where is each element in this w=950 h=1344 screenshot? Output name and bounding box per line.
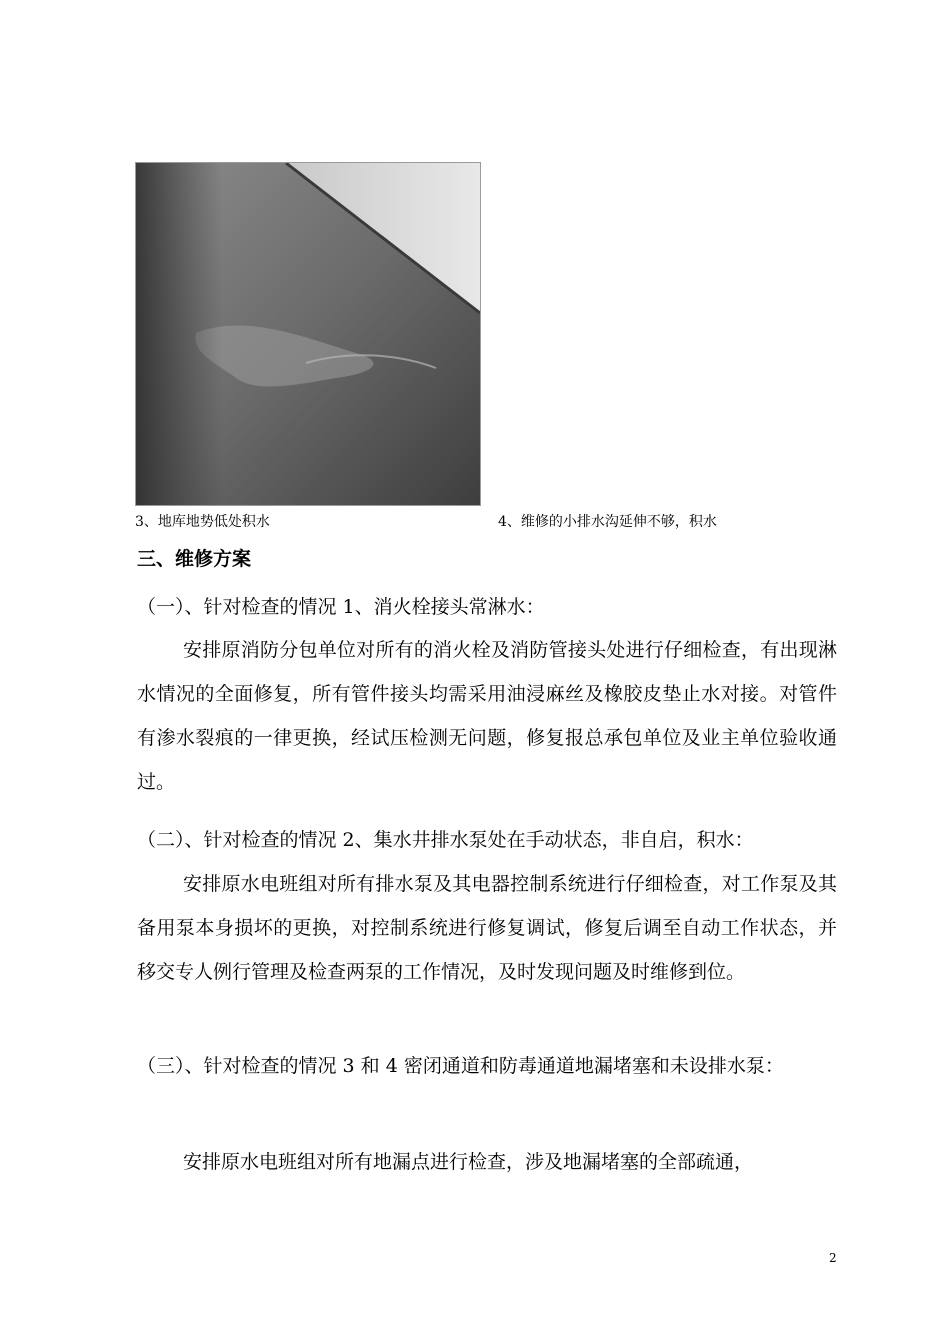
section-title: 三、维修方案 — [137, 548, 252, 570]
item-3-body: 安排原水电班组对所有地漏点进行检查，涉及地漏堵塞的全部疏通， — [183, 1151, 754, 1173]
item-3-heading: （三）、针对检查的情况 3 和 4 密闭通道和防毒通道地漏堵塞和未设排水泵： — [137, 1055, 784, 1077]
page-number: 2 — [829, 1251, 837, 1265]
photo-caption-3: 3、地库地势低处积水 — [135, 514, 270, 530]
item-2-heading: （二）、针对检查的情况 2、集水井排水泵处在手动状态，非自启，积水： — [137, 829, 754, 851]
item-1-heading: （一）、针对检查的情况 1、消火栓接头常淋水： — [137, 596, 545, 618]
item-2-body: 安排原水电班组对所有排水泵及其电器控制系统进行仔细检查，对工作泵及其备用泵本身损坏的更换，对控制系统进行修复调试，修复后调至自动工作状态，并移交专人例行管理及检查两泵的工作情况，及时发现问题及时维修到位。 — [137, 873, 837, 983]
photo-drawing — [136, 163, 480, 505]
floor-water-photo — [135, 162, 481, 506]
photo-caption-4: 4、维修的小排水沟延伸不够，积水 — [498, 514, 717, 530]
item-1-body: 安排原消防分包单位对所有的消火栓及消防管接头处进行仔细检查，有出现淋水情况的全面修复，所有管件接头均需采用油浸麻丝及橡胶皮垫止水对接。对管件有渗水裂痕的一律更换，经试压检测无问题，修复报总承包单位及业主单位验收通过。 — [137, 639, 837, 793]
